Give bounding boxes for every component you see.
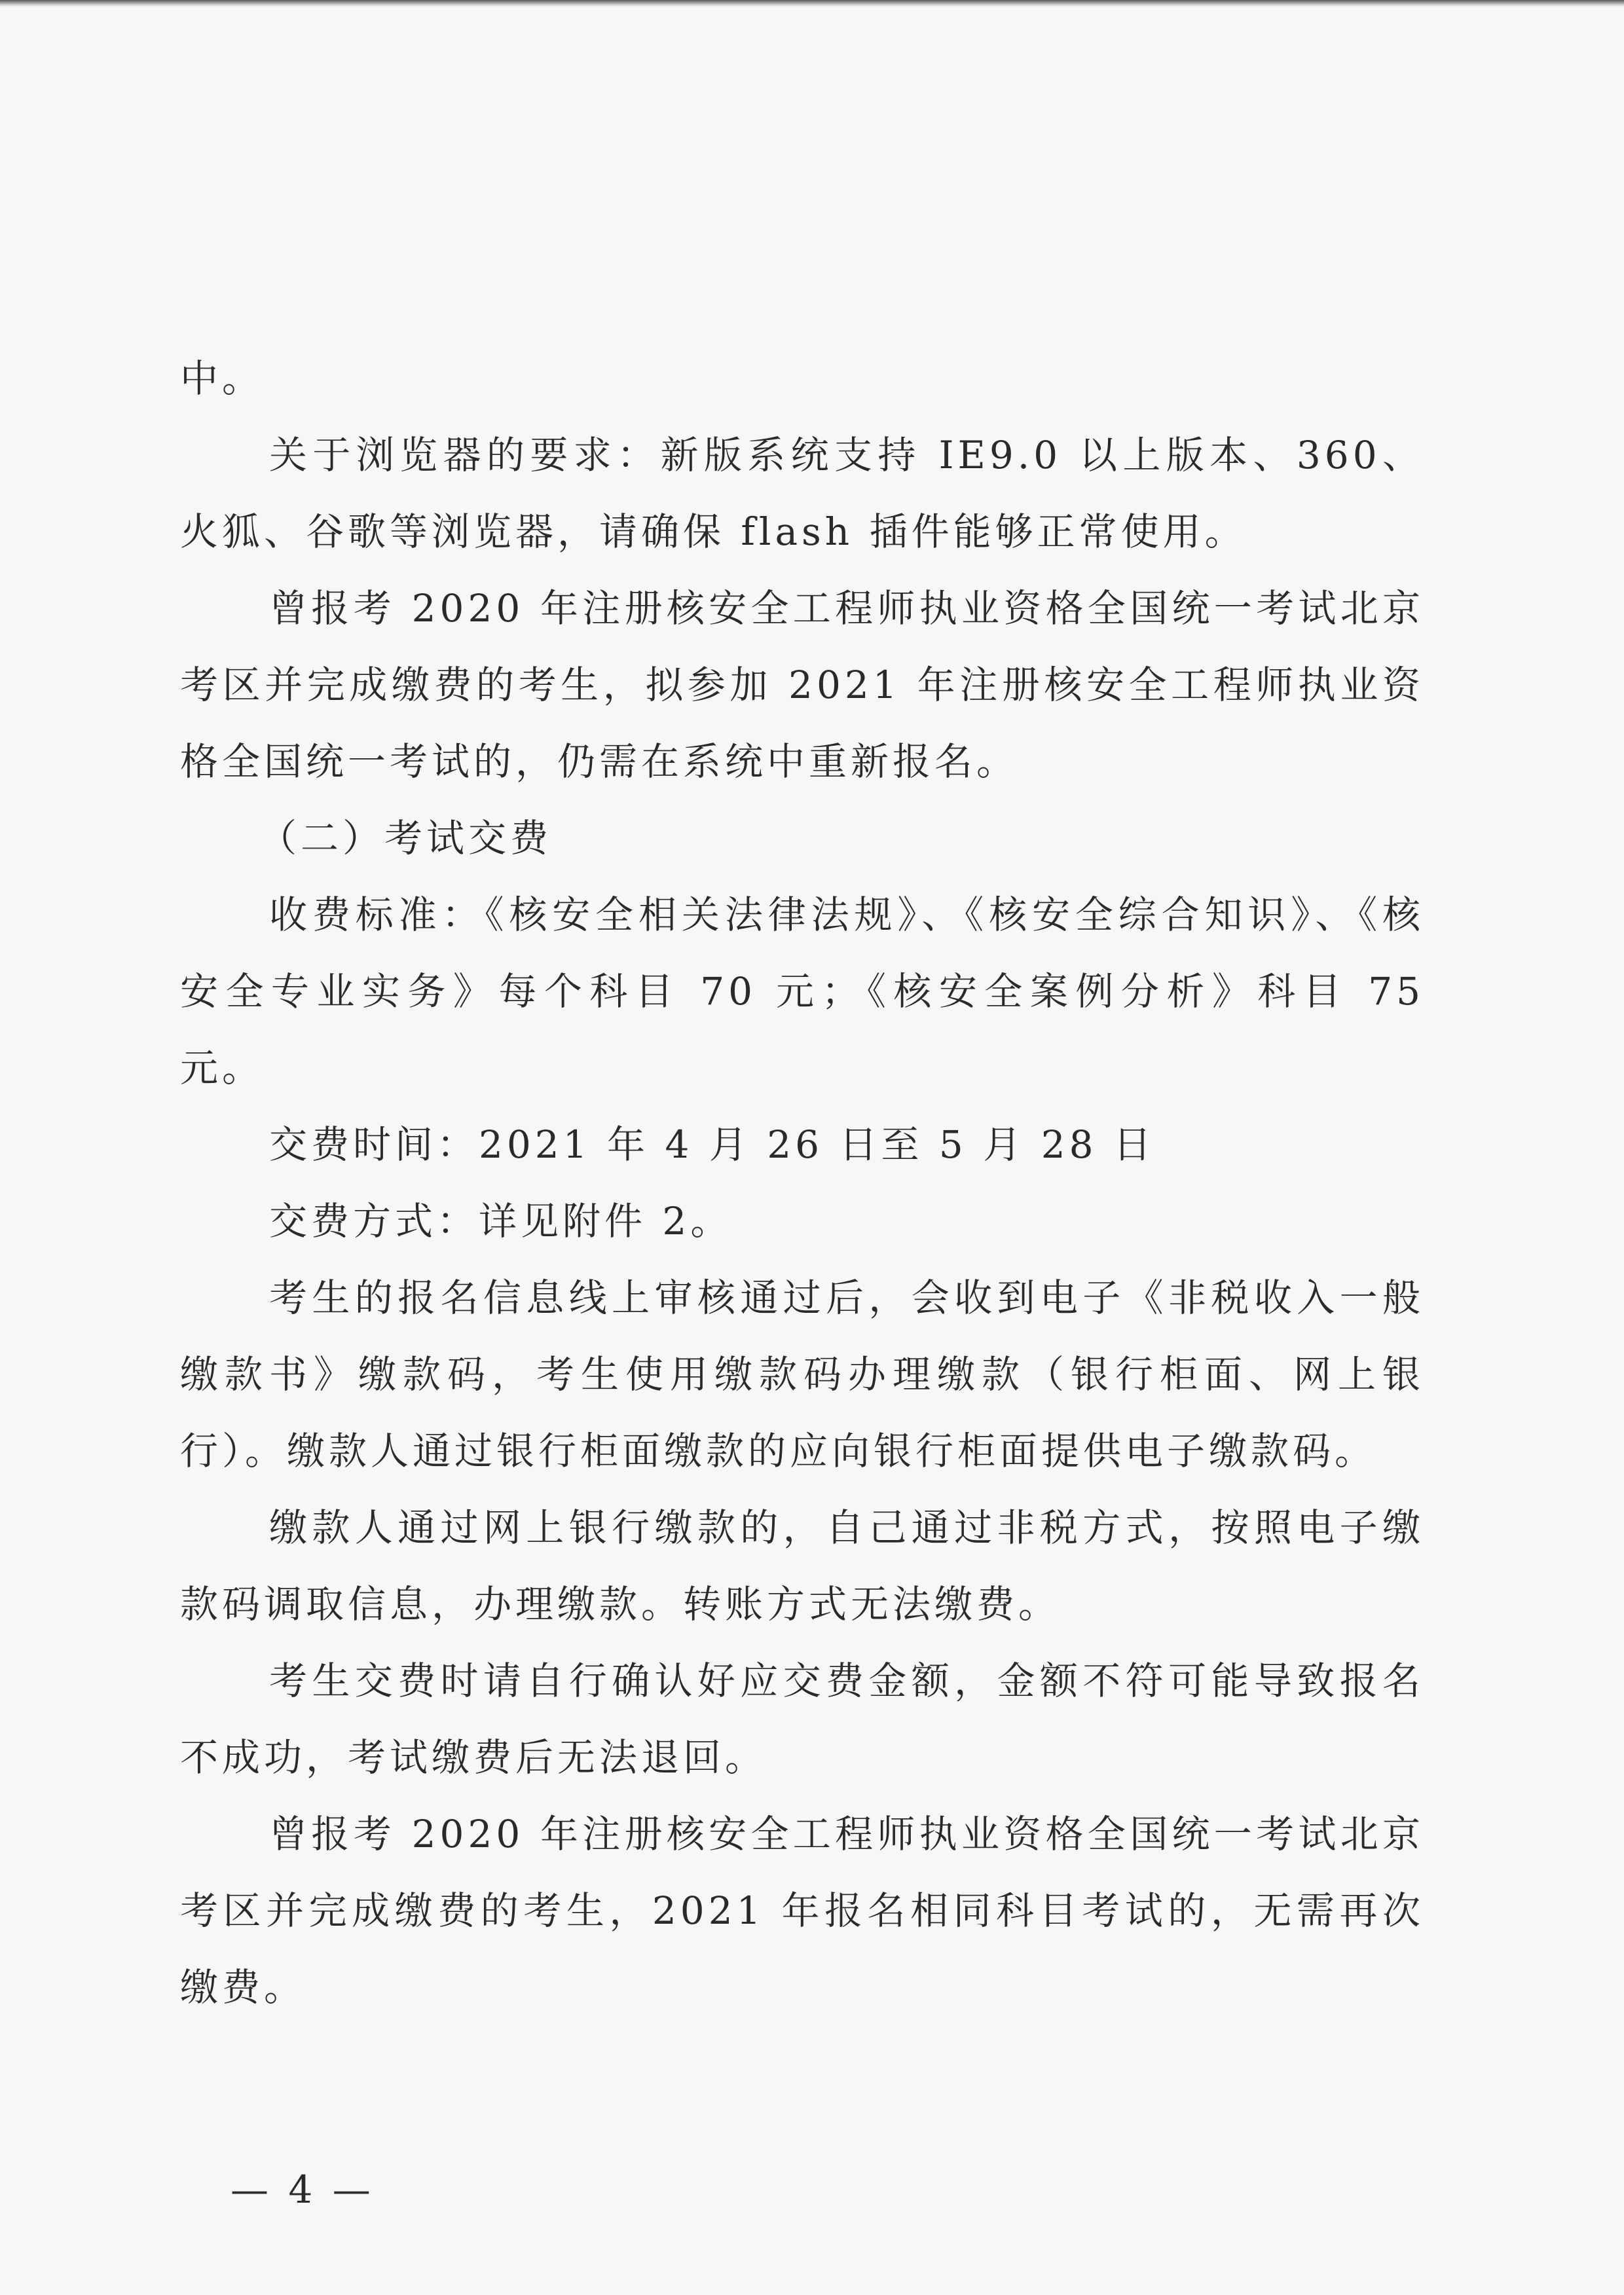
paragraph-browser-requirements: 关于浏览器的要求：新版系统支持 IE9.0 以上版本、360、火狐、谷歌等浏览器，请确保 flash 插件能够正常使用。 bbox=[180, 433, 1424, 554]
document-body bbox=[180, 340, 1424, 2026]
paragraph-payment-code: 考生的报名信息线上审核通过后，会收到电子《非税收入一般缴款书》缴款码，考生使用缴款码办理缴款（银行柜面、网上银行）。缴款人通过银行柜面缴款的应向银行柜面提供电子缴款码。 bbox=[180, 1276, 1424, 1473]
paragraph-online-bank: 缴款人通过网上银行缴款的，自己通过非税方式，按照电子缴款码调取信息，办理缴款。转账方式无法缴费。 bbox=[180, 1505, 1424, 1626]
paragraph-fee-method: 交费方式：详见附件 2。 bbox=[269, 1199, 733, 1243]
paragraph-fee-standard: 收费标准：《核安全相关法律法规》、《核安全综合知识》、《核安全专业实务》每个科目 70 元；《核安全案例分析》科目 75 元。 bbox=[180, 892, 1424, 1090]
scan-top-edge bbox=[0, 0, 1624, 7]
section-heading-exam-fee: （二）考试交费 bbox=[259, 816, 553, 860]
paragraph-continuation: 中。 bbox=[180, 356, 265, 401]
paragraph-reregistration: 曾报考 2020 年注册核安全工程师执业资格全国统一考试北京考区并完成缴费的考生，拟参加 2021 年注册核安全工程师执业资格全国统一考试的，仍需在系统中重新报名。 bbox=[180, 586, 1424, 784]
paragraph-no-repayment: 曾报考 2020 年注册核安全工程师执业资格全国统一考试北京考区并完成缴费的考生，2021 年报名相同科目考试的，无需再次缴费。 bbox=[180, 1812, 1424, 2010]
paragraph-fee-time: 交费时间：2021 年 4 月 26 日至 5 月 28 日 bbox=[269, 1122, 1155, 1167]
page-number: — 4 — bbox=[231, 2167, 375, 2212]
paragraph-confirm-amount: 考生交费时请自行确认好应交费金额，金额不符可能导致报名不成功，考试缴费后无法退回。 bbox=[180, 1659, 1424, 1780]
